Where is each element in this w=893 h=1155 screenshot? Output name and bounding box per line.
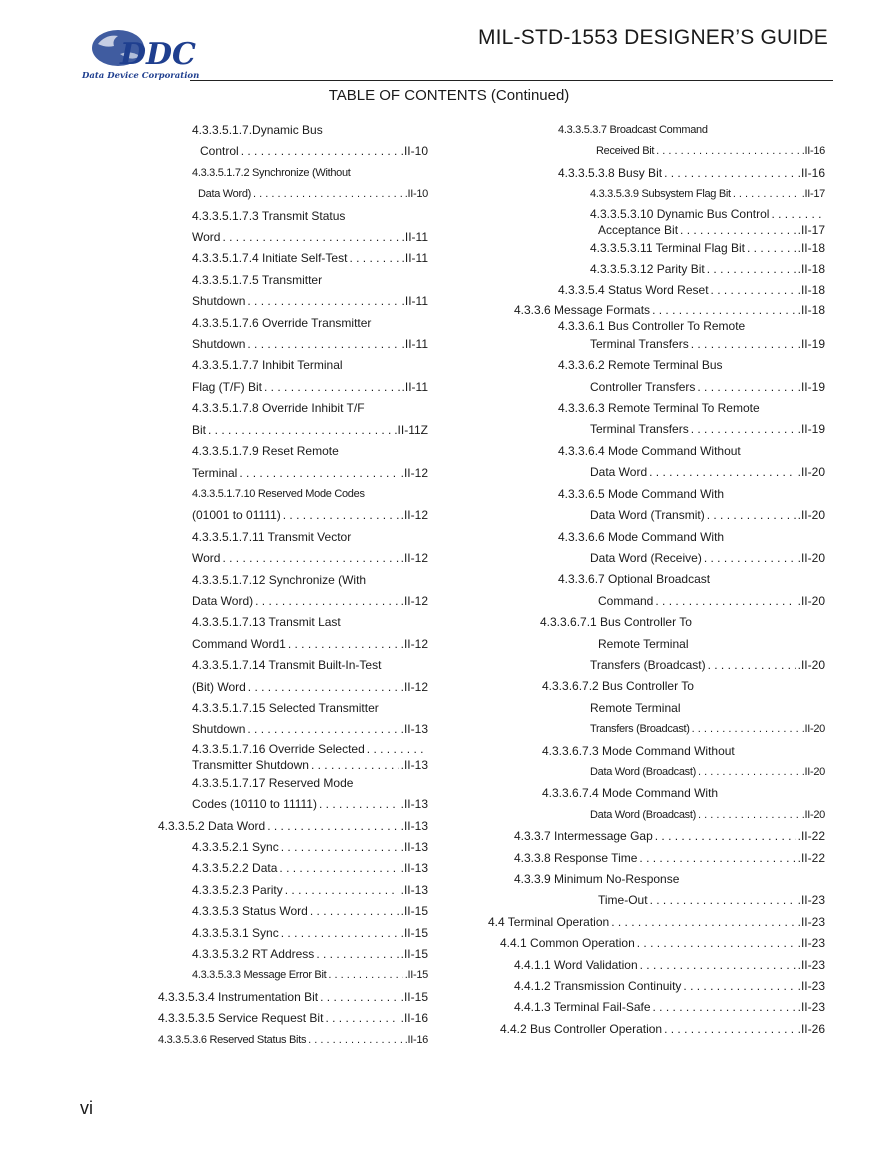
dot-leader xyxy=(281,837,399,858)
toc-entry xyxy=(488,848,825,869)
dot-leader xyxy=(267,816,398,837)
toc-entry xyxy=(158,355,428,376)
toc-entry-title: Terminal Transfers xyxy=(590,422,689,437)
toc-entry-title: 4.3.3.6.2 Remote Terminal Bus xyxy=(558,358,723,373)
toc-entry-page: .II-20 xyxy=(797,593,825,608)
toc-entry-title: Data Word (Receive) xyxy=(590,550,702,565)
toc-entry-page: .II-13 xyxy=(400,840,428,854)
toc-entry-title: 4.3.3.6.7.1 Bus Controller To xyxy=(540,615,692,630)
toc-left-column xyxy=(158,120,428,1051)
toc-entry xyxy=(158,570,428,591)
toc-entry xyxy=(158,741,428,757)
toc-entry xyxy=(488,869,825,890)
dot-leader xyxy=(247,719,398,740)
dot-leader xyxy=(692,719,800,740)
toc-entry-page: .II-11Z xyxy=(394,422,428,437)
toc-entry xyxy=(488,398,825,419)
toc-entry xyxy=(488,569,825,590)
toc-entry-title: 4.3.3.5.3.7 Broadcast Command xyxy=(558,124,708,136)
toc-entry-page: .II-23 xyxy=(797,936,825,951)
toc-entry-page: .II-22 xyxy=(797,829,825,844)
toc-entry-page: .II-19 xyxy=(797,379,825,394)
toc-entry xyxy=(158,719,428,740)
dot-leader xyxy=(208,420,392,441)
dot-leader xyxy=(698,805,800,826)
toc-entry-title: Acceptance Bit xyxy=(598,222,679,237)
dot-leader xyxy=(288,634,399,655)
toc-entry xyxy=(488,698,825,719)
toc-entry-page: .II-16 xyxy=(400,1011,428,1026)
toc-entry xyxy=(488,783,825,804)
toc-entry-page: .II-12 xyxy=(400,551,428,566)
toc-entry-page: .II-18 xyxy=(797,302,825,317)
toc-entry xyxy=(488,933,825,954)
toc-entry-page: .II-13 xyxy=(400,757,428,772)
toc-entry-title: 4.3.3.5.1.7.8 Override Inhibit T/F xyxy=(192,401,365,416)
toc-entry xyxy=(488,655,825,676)
toc-entry-page: .II-23 xyxy=(797,979,825,994)
toc-entry-title: 4.3.3.5.1.7.6 Override Transmitter xyxy=(192,315,372,330)
dot-leader xyxy=(367,741,426,757)
dot-leader xyxy=(698,762,800,783)
dot-leader xyxy=(247,334,399,355)
toc-entry xyxy=(158,206,428,227)
dot-leader xyxy=(611,912,795,933)
toc-entry-title: 4.3.3.5.1.7.Dynamic Bus xyxy=(192,123,323,137)
toc-entry-page: .II-19 xyxy=(797,422,825,437)
dot-leader xyxy=(708,655,796,676)
toc-entry xyxy=(158,757,428,773)
toc-entry-page: .II-17 xyxy=(801,188,825,201)
toc-entry-page: .II-16 xyxy=(801,145,825,158)
toc-entry-title: 4.3.3.5.3.1 Sync xyxy=(192,925,279,940)
toc-entry xyxy=(158,987,428,1008)
dot-leader xyxy=(325,1008,398,1029)
toc-entry-title: 4.4 Terminal Operation xyxy=(488,914,610,929)
dot-leader xyxy=(704,548,796,569)
header-rule xyxy=(190,80,833,81)
dot-leader xyxy=(655,591,795,612)
toc-entry-title: Remote Terminal xyxy=(598,636,689,651)
toc-entry-title: 4.3.3.5.3.10 Dynamic Bus Control xyxy=(590,206,770,221)
toc-entry xyxy=(158,227,428,248)
toc-entry-page: .II-20 xyxy=(797,465,825,480)
toc-entry-page: .II-17 xyxy=(797,222,825,237)
toc-entry-title: 4.3.3.6 Message Formats xyxy=(514,302,651,317)
toc-entry-page: .II-11 xyxy=(401,379,428,394)
toc-entry-title: Controller Transfers xyxy=(590,379,696,394)
toc-entry-page: .II-20 xyxy=(801,808,825,821)
toc-entry-page: .II-19 xyxy=(797,336,825,351)
toc-entry-title: 4.3.3.6.7 Optional Broadcast xyxy=(558,572,711,587)
toc-entry-page: .II-15 xyxy=(404,969,428,982)
toc-entry xyxy=(488,527,825,548)
toc-entry-title: 4.3.3.5.1.7.11 Transmit Vector xyxy=(192,529,352,544)
dot-leader xyxy=(691,419,796,440)
toc-entry xyxy=(158,655,428,676)
ddc-logo xyxy=(80,26,200,82)
dot-leader xyxy=(311,757,399,773)
toc-entry-title: 4.4.1 Common Operation xyxy=(500,936,635,951)
toc-entry-title: Word xyxy=(192,551,221,566)
toc-entry-title: Command xyxy=(598,593,654,608)
toc-entry xyxy=(158,591,428,612)
toc-entry-title: 4.3.3.5.1.7.12 Synchronize (With xyxy=(192,572,367,587)
dot-leader xyxy=(639,848,795,869)
toc-entry xyxy=(488,355,825,376)
toc-entry-title: 4.3.3.5.3.3 Message Error Bit xyxy=(192,969,327,982)
toc-entry-page: .II-11 xyxy=(401,337,428,352)
toc-entry-title: 4.3.3.6.1 Bus Controller To Remote xyxy=(558,318,746,333)
toc-entry xyxy=(158,334,428,355)
toc-entry-title: Transmitter Shutdown xyxy=(192,757,309,772)
dot-leader xyxy=(319,794,399,815)
dot-leader xyxy=(680,222,796,238)
dot-leader xyxy=(650,890,796,911)
toc-entry-title: 4.3.3.5.1.7.2 Synchronize (Without xyxy=(192,166,351,179)
toc-entry-title: Transfers (Broadcast) xyxy=(590,657,706,672)
dot-leader xyxy=(255,591,399,612)
toc-entry xyxy=(488,184,825,205)
toc-entry-page: .II-11 xyxy=(401,251,428,266)
toc-entry-title: 4.3.3.6.7.4 Mode Command With xyxy=(542,786,719,801)
toc-entry-title: 4.3.3.5.1.7.7 Inhibit Terminal xyxy=(192,358,343,373)
dot-leader xyxy=(653,997,796,1018)
toc-entry xyxy=(488,612,825,633)
toc-entry xyxy=(488,141,825,162)
toc-entry-title: Terminal xyxy=(192,465,238,480)
toc-entry-title: Shutdown xyxy=(192,722,246,737)
toc-entry-page: .II-18 xyxy=(797,240,825,255)
toc-entry-title: 4.3.3.6.3 Remote Terminal To Remote xyxy=(558,401,760,416)
toc-heading: TABLE OF CONTENTS (Continued) xyxy=(328,87,570,104)
toc-entry-title: 4.3.3.5.1.7.5 Transmitter xyxy=(192,272,323,287)
toc-entry xyxy=(488,484,825,505)
toc-entry-title: 4.3.3.6.7.3 Mode Command Without xyxy=(542,743,735,758)
toc-entry-page: .II-12 xyxy=(400,636,428,651)
dot-leader xyxy=(248,677,399,698)
toc-entry xyxy=(488,676,825,697)
dot-leader xyxy=(281,923,399,944)
toc-entry xyxy=(158,965,428,986)
toc-entry xyxy=(158,420,428,441)
toc-entry xyxy=(158,505,428,526)
dot-leader xyxy=(655,826,796,847)
logo-subtitle: Data Device Corporation xyxy=(82,71,200,81)
toc-entry-page: .II-18 xyxy=(797,262,825,277)
toc-entry-page: .II-13 xyxy=(400,882,428,897)
toc-entry xyxy=(158,794,428,815)
toc-entry xyxy=(488,441,825,462)
toc-entry-page: .II-13 xyxy=(400,722,428,737)
toc-entry-title: 4.3.3.8 Response Time xyxy=(514,850,638,865)
dot-leader xyxy=(222,227,399,248)
toc-entry-title: Command Word1 xyxy=(192,636,286,651)
toc-entry-title: 4.3.3.5.3.8 Busy Bit xyxy=(558,165,663,180)
toc-entry-title: 4.3.3.5.3.5 Service Request Bit xyxy=(158,1011,324,1026)
dot-leader xyxy=(747,238,796,259)
toc-entry-page: .II-15 xyxy=(400,947,428,962)
dot-leader xyxy=(264,377,400,398)
toc-entry-page: .II-10 xyxy=(404,188,428,201)
toc-entry-title: 4.3.3.5.3.9 Subsystem Flag Bit xyxy=(590,188,731,201)
toc-entry xyxy=(158,141,428,162)
toc-entry xyxy=(158,527,428,548)
dot-leader xyxy=(308,1030,403,1051)
toc-entry xyxy=(158,398,428,419)
dot-leader xyxy=(316,944,398,965)
dot-leader xyxy=(310,901,399,922)
dot-leader xyxy=(349,248,399,269)
toc-entry xyxy=(488,1019,825,1040)
dot-leader xyxy=(707,505,796,526)
dot-leader xyxy=(691,334,796,355)
toc-entry-page: .II-13 xyxy=(400,861,428,876)
toc-entry-page: .II-11 xyxy=(401,294,428,309)
toc-entry-page: .II-15 xyxy=(400,989,428,1004)
toc-entry xyxy=(158,858,428,879)
toc-entry-title: Transfers (Broadcast) xyxy=(590,723,690,736)
toc-entry xyxy=(488,826,825,847)
toc-entry-page: .II-13 xyxy=(400,797,428,812)
dot-leader xyxy=(697,377,795,398)
toc-entry-page: .II-23 xyxy=(797,957,825,972)
dot-leader xyxy=(664,1019,796,1040)
toc-entry xyxy=(488,302,825,318)
toc-entry xyxy=(488,222,825,238)
toc-entry-title: 4.4.2 Bus Controller Operation xyxy=(500,1021,663,1036)
toc-entry-title: Time-Out xyxy=(598,893,648,908)
toc-entry-title: Data Word (Broadcast) xyxy=(590,765,696,778)
toc-entry xyxy=(488,280,825,301)
toc-entry-title: Data Word) xyxy=(192,593,254,608)
toc-entry-title: 4.3.3.5.2.3 Parity xyxy=(192,882,283,897)
dot-leader xyxy=(640,955,796,976)
toc-entry xyxy=(488,548,825,569)
toc-entry-title: 4.3.3.5.3.4 Instrumentation Bit xyxy=(158,989,319,1004)
toc-entry-page: .II-18 xyxy=(797,283,825,298)
dot-leader xyxy=(328,965,402,986)
toc-entry xyxy=(488,634,825,655)
dot-leader xyxy=(285,880,399,901)
toc-entry-title: 4.3.3.5.3.12 Parity Bit xyxy=(590,262,705,277)
toc-entry-page: .II-16 xyxy=(797,165,825,180)
toc-entry-title: Control xyxy=(200,144,239,159)
toc-entry xyxy=(488,976,825,997)
toc-entry-page: .II-15 xyxy=(400,904,428,919)
toc-entry-title: 4.4.1.1 Word Validation xyxy=(514,957,638,972)
dot-leader xyxy=(711,280,796,301)
dot-leader xyxy=(637,933,796,954)
toc-entry-title: 4.3.3.6.4 Mode Command Without xyxy=(558,443,741,458)
toc-entry-page: .II-23 xyxy=(797,893,825,908)
toc-entry-title: 4.3.3.5.1.7.10 Reserved Mode Codes xyxy=(192,487,365,500)
toc-entry xyxy=(158,291,428,312)
toc-entry-title: 4.3.3.5.3 Status Word xyxy=(192,904,308,919)
toc-entry-title: 4.4.1.2 Transmission Continuity xyxy=(514,979,682,994)
toc-entry xyxy=(158,163,428,184)
toc-entry-page: .II-12 xyxy=(400,593,428,608)
toc-right-column xyxy=(488,120,825,1040)
toc-entry-title: 4.3.3.7 Intermessage Gap xyxy=(514,829,653,844)
toc-entry-page: .II-22 xyxy=(797,850,825,865)
toc-entry xyxy=(158,248,428,269)
dot-leader xyxy=(222,548,398,569)
dot-leader xyxy=(771,206,823,222)
toc-entry xyxy=(158,634,428,655)
toc-entry-title: 4.3.3.5.1.7.17 Reserved Mode xyxy=(192,775,354,790)
toc-entry-page: .II-13 xyxy=(400,818,428,833)
toc-entry-title: Remote Terminal xyxy=(590,700,681,715)
toc-entry xyxy=(488,955,825,976)
toc-entry xyxy=(158,612,428,633)
dot-leader xyxy=(239,463,398,484)
logo-wordmark: DDC xyxy=(120,37,196,72)
dot-leader xyxy=(253,184,403,205)
toc-entry xyxy=(488,591,825,612)
dot-leader xyxy=(733,184,800,205)
toc-entry-title: 4.3.3.6.6 Mode Command With xyxy=(558,529,725,544)
toc-entry-title: 4.3.3.5.1.7.9 Reset Remote xyxy=(192,444,339,459)
toc-entry-title: Received Bit xyxy=(596,145,655,158)
toc-entry xyxy=(488,505,825,526)
toc-entry-page: .II-20 xyxy=(797,550,825,565)
toc-entry xyxy=(488,890,825,911)
document-title: MIL-STD-1553 DESIGNER’S GUIDE xyxy=(477,26,828,49)
toc-entry xyxy=(158,484,428,505)
toc-entry xyxy=(488,259,825,280)
dot-leader xyxy=(683,976,795,997)
toc-entry xyxy=(158,901,428,922)
toc-entry xyxy=(158,1030,428,1051)
toc-entry-title: 4.3.3.5.3.11 Terminal Flag Bit xyxy=(590,240,745,255)
toc-entry xyxy=(158,773,428,794)
dot-leader xyxy=(652,302,796,318)
toc-entry xyxy=(158,816,428,837)
toc-entry-title: 4.3.3.5.2.2 Data xyxy=(192,861,278,876)
toc-entry-page: .II-20 xyxy=(797,657,825,672)
toc-entry-title: Data Word xyxy=(590,465,648,480)
toc-entry xyxy=(488,912,825,933)
toc-entry-page: .II-16 xyxy=(404,1033,428,1046)
toc-entry-title: 4.3.3.9 Minimum No-Response xyxy=(514,872,680,886)
toc-entry xyxy=(488,334,825,355)
toc-entry-page: .II-12 xyxy=(400,508,428,523)
toc-entry xyxy=(488,318,825,334)
toc-entry-title: 4.3.3.5.4 Status Word Reset xyxy=(558,283,709,298)
toc-entry-title: Word xyxy=(192,230,221,245)
toc-entry xyxy=(488,163,825,184)
toc-entry xyxy=(488,419,825,440)
toc-entry xyxy=(158,1008,428,1029)
toc-entry-title: Data Word) xyxy=(198,188,252,201)
toc-entry xyxy=(158,837,428,858)
toc-entry-title: 4.3.3.5.2 Data Word xyxy=(158,818,266,833)
toc-entry-title: Bit xyxy=(192,422,207,437)
toc-entry-page: .II-20 xyxy=(801,765,825,778)
toc-entry-title: Shutdown xyxy=(192,337,246,352)
toc-entry-title: 4.3.3.6.7.2 Bus Controller To xyxy=(542,679,694,694)
dot-leader xyxy=(247,291,399,312)
dot-leader xyxy=(320,987,399,1008)
toc-entry xyxy=(158,184,428,205)
toc-entry-title: 4.3.3.5.1.7.3 Transmit Status xyxy=(192,208,346,223)
toc-entry-title: 4.3.3.5.3.2 RT Address xyxy=(192,947,315,962)
toc-entry-title: Flag (T/F) Bit xyxy=(192,379,263,394)
toc-entry-title: Codes (10110 to 11111) xyxy=(192,797,317,812)
toc-entry xyxy=(488,206,825,222)
toc-entry xyxy=(488,719,825,740)
toc-entry-page: .II-20 xyxy=(797,508,825,523)
toc-entry-title: 4.4.1.3 Terminal Fail-Safe xyxy=(514,1000,651,1015)
toc-entry xyxy=(158,270,428,291)
toc-entry-title: Terminal Transfers xyxy=(590,336,689,351)
toc-entry xyxy=(158,944,428,965)
toc-entry xyxy=(488,120,825,141)
toc-entry xyxy=(488,997,825,1018)
toc-entry xyxy=(488,377,825,398)
toc-entry xyxy=(158,441,428,462)
dot-leader xyxy=(656,141,800,162)
dot-leader xyxy=(241,141,399,162)
toc-entry-page: .II-23 xyxy=(797,914,825,929)
toc-entry xyxy=(158,923,428,944)
toc-entry-page: .II-15 xyxy=(400,925,428,940)
toc-entry xyxy=(488,741,825,762)
page-number: vi xyxy=(80,1098,93,1118)
toc-entry-title: (Bit) Word xyxy=(192,679,246,694)
toc-entry xyxy=(158,120,428,141)
toc-entry-page: .II-26 xyxy=(797,1021,825,1036)
toc-entry-title: 4.3.3.5.1.7.13 Transmit Last xyxy=(192,615,341,630)
toc-entry-title: 4.3.3.5.1.7.14 Transmit Built-In-Test xyxy=(192,658,382,673)
toc-entry xyxy=(158,313,428,334)
dot-leader xyxy=(649,462,796,483)
toc-entry-title: Shutdown xyxy=(192,294,246,309)
toc-entry-title: 4.3.3.5.3.6 Reserved Status Bits xyxy=(158,1033,307,1046)
toc-entry-title: 4.3.3.5.1.7.4 Initiate Self-Test xyxy=(192,251,348,266)
toc-entry xyxy=(158,677,428,698)
toc-entry xyxy=(158,548,428,569)
toc-entry xyxy=(488,805,825,826)
toc-entry-title: (01001 to 01111) xyxy=(192,508,281,523)
toc-entry xyxy=(158,698,428,719)
toc-entry-title: 4.3.3.5.1.7.15 Selected Transmitter xyxy=(192,700,379,715)
toc-entry xyxy=(488,238,825,259)
dot-leader xyxy=(283,505,399,526)
dot-leader xyxy=(279,858,398,879)
toc-entry xyxy=(488,762,825,783)
toc-entry xyxy=(158,880,428,901)
dot-leader xyxy=(664,163,796,184)
toc-entry-page: .II-12 xyxy=(400,679,428,694)
toc-entry-page: .II-11 xyxy=(401,230,428,245)
toc-entry-page: .II-23 xyxy=(797,1000,825,1015)
toc-entry-title: 4.3.3.6.5 Mode Command With xyxy=(558,486,725,501)
toc-entry-title: 4.3.3.5.1.7.16 Override Selected xyxy=(192,741,365,756)
toc-entry xyxy=(158,377,428,398)
toc-entry-page: .II-12 xyxy=(400,465,428,480)
toc-entry-title: Data Word (Transmit) xyxy=(590,508,705,523)
toc-entry xyxy=(488,462,825,483)
toc-entry-title: Data Word (Broadcast) xyxy=(590,808,696,821)
toc-entry-title: 4.3.3.5.2.1 Sync xyxy=(192,840,279,854)
toc-entry xyxy=(158,463,428,484)
toc-entry-page: .II-20 xyxy=(801,723,825,736)
toc-entry-page: .II-10 xyxy=(400,144,428,159)
dot-leader xyxy=(707,259,796,280)
